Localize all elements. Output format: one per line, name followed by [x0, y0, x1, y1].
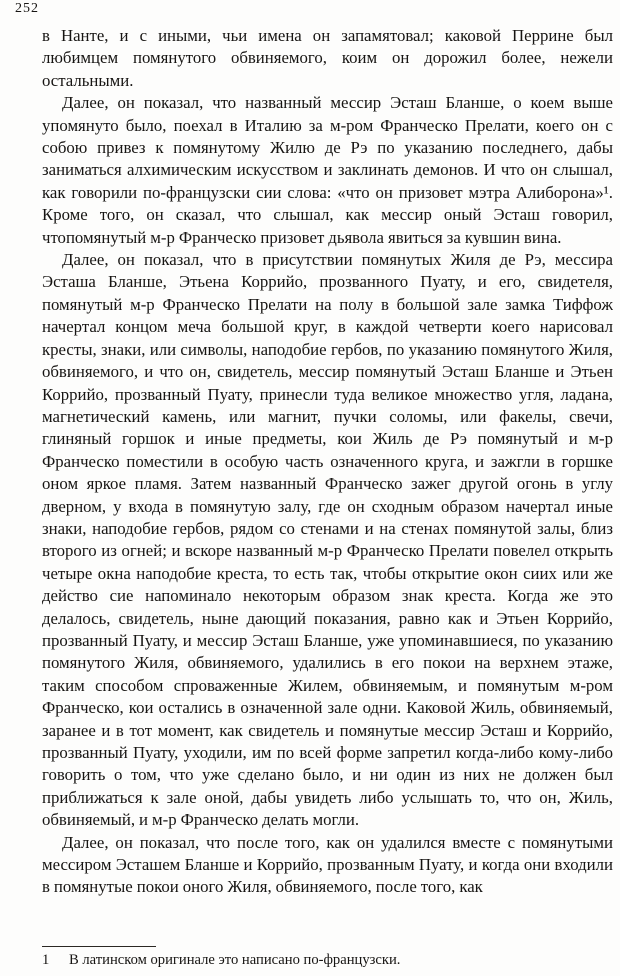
page-number: 252 — [15, 1, 39, 16]
paragraph-testimony-2: Далее, он показал, что в присутствии помянутых Жиля де Рэ, мессира Эсташа Бланше, Этьена Коррийо, прозванного Пуату, и его, свидетеля, помянутый м-р Франческо Прелати на полу в большой зале замка Тиффож начертал концом меча большой круг, в каждой четверти коего нарисовал кресты, знаки, или символы, наподобие гербов, по указанию помянутого Жиля, обвиняемого, и что он, свидетель, мессир помянутый Эсташ Бланше и Этьен Коррийо, прозванный Пуату, принесли туда великое множество угля, ладана, магнетический камень, или магнит, пучки соломы, или факелы, свечи, глиняный горшок и иные предметы, кои Жиль де Рэ помянутый и м-р Франческо поместили в особую часть означенного круга, и зажгли в горшке оном яркое пламя. Затем названный Франческо зажег другой огонь в углу дверном, у входа в помянутую залу, где он сходным образом начертал иные знаки, наподобие гербов, рядом со стенами и на стенах помянутой залы, близ второго из огней; и вскоре названный м-р Франческо Прелати повелел открыть четыре окна наподобие креста, то есть так, чтобы открытие окон сиих или же действо сие напоминало некоторым образом знак креста. Когда же это делалось, свидетель, ныне дающий показания, равно как и Этьен Коррийо, прозванный Пуату, и мессир Эсташ Бланше, уже упоминавшиеся, по указанию помянутого Жиля, обвиняемого, удалились в его покои на верхнем этаже, таким способом спроваженные Жилем, обвиняемым, и помянутым м-ром Франческо, кои остались в означенной зале одни. Каковой Жиль, обвиняемый, заранее и в тот момент, как свидетель и помянутые мессир Эсташ и Коррийо, прозванный Пуату, уходили, им по всей форме запретил когда-либо кому-либо говорить о том, что уже сделано было, и ни один из них не должен был приближаться к зале оной, дабы увидеть либо услышать то, что он, Жиль, обвиняемый, и м-р Франческо делать могли. — [42, 250, 613, 830]
footnote-marker: 1 — [42, 952, 50, 968]
paragraph-testimony-1: Далее, он показал, что названный мессир Эсташ Бланше, о коем выше упомянуто было, поехал в Италию за м-ром Франческо Прелати, коего он с собою привез к помянутому Жилю де Рэ по указанию последнего, дабы заниматься алхимическим искусством и заклинать демонов. И что он слышал, как говорили по-французски сии слова: «что он призовет мэтра Алиборона»¹. Кроме того, он сказал, что слышал, как мессир оный Эсташ говорил, чтопомянутый м-р Франческо призовет дьявола явиться за кувшин вина. — [42, 93, 613, 247]
footnote-text: В латинском оригинале это написано по-французски. — [69, 952, 401, 968]
paragraph-continuation: в Нанте, и с иными, чьи имена он запамятовал; каковой Перрине был любимцем помянутого обвиняемого, коим он дорожил более, нежели остальными. — [42, 26, 613, 90]
main-text-block — [42, 25, 613, 940]
paragraph-testimony-3: Далее, он показал, что после того, как он удалился вместе с помянутыми мессиром Эсташем Бланше и Коррийо, прозванным Пуату, и когда они входили в помянутые покои оного Жиля, обвиняемого, после того, как — [42, 832, 613, 897]
footnote-divider — [42, 946, 156, 947]
footnote-area — [42, 946, 613, 969]
footnote — [42, 952, 613, 969]
